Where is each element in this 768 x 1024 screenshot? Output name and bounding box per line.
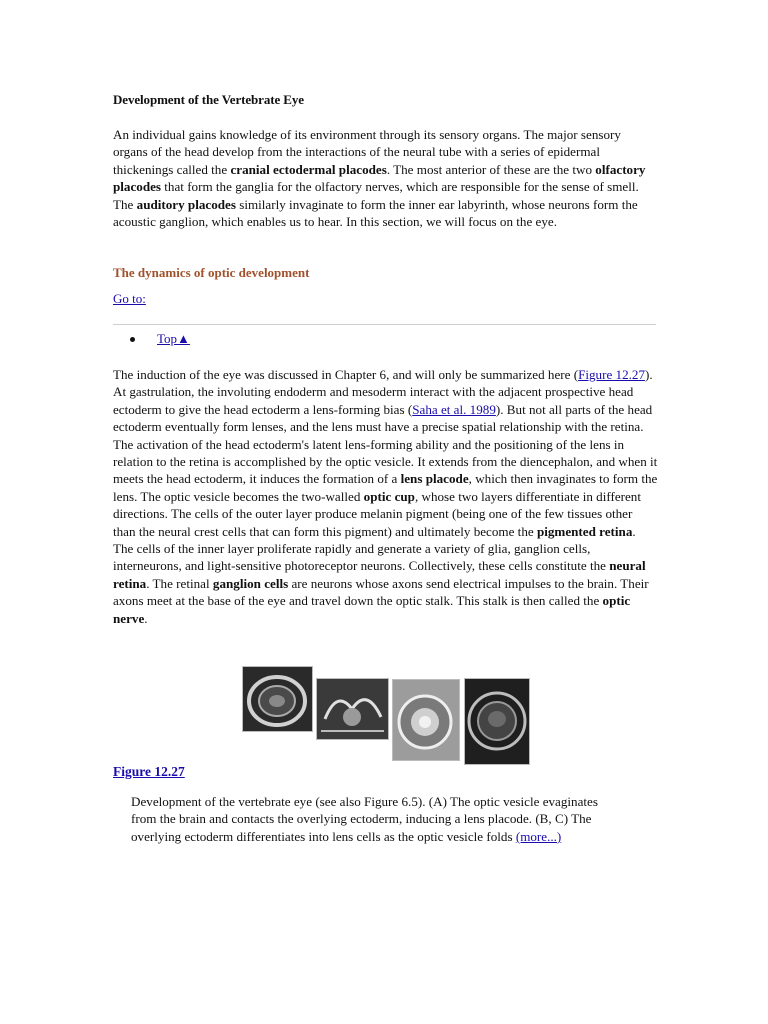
body-text: , whose two layers differentiate in different directions. The cells of the outer layer produce melanin pigment (being one of the few tissues other than the neural crest cells that can form this pigment) and ultimately become the <box>113 488 641 539</box>
term-auditory-placodes: auditory placodes <box>136 196 236 212</box>
term-olfactory-placodes: olfactory placodes <box>113 161 646 195</box>
term-neural-retina: neural retina <box>113 558 646 591</box>
figure-panel-b <box>316 678 389 740</box>
more-link[interactable]: (more...) <box>515 828 562 844</box>
figure-label-link[interactable]: Figure 12.27 <box>113 764 185 779</box>
bullet-icon <box>130 337 135 342</box>
term-ganglion-cells: ganglion cells <box>212 575 289 591</box>
intro-text: An individual gains knowledge of its environment through its sensory organs. The major sensory organs of the head develop from the interactions of the neural tube with a series of epidermal thickenings called the <box>113 127 621 177</box>
intro-text: similarly invaginate to form the inner ear labyrinth, whose neurons form the acoustic ganglion, which enables us to hear. In this section, we will focus on the eye. <box>113 196 638 230</box>
figure-thumbnail[interactable] <box>242 665 528 763</box>
intro-paragraph <box>113 126 658 230</box>
figure-panel-c <box>392 679 460 761</box>
body-text: , which then invaginates to form the lens. The optic vesicle becomes the two-walled <box>113 471 658 504</box>
figure-panel-a <box>242 666 313 732</box>
body-text: ). But not all parts of the head ectoderm eventually form lenses, and the lens must have a precise spatial relationship with the retina. The activation of the head ectoderm's latent lens-forming ability and the positioning of the lens in relation to the retina is accomplished by the optic vesicle. It extends from the diencephalon, and when it meets the head ectoderm, it induces the formation of a <box>113 401 658 487</box>
intro-text: . The most anterior of these are the two <box>386 161 596 177</box>
section-heading: The dynamics of optic development <box>113 265 310 280</box>
divider <box>113 324 656 325</box>
body-text: . The cells of the inner layer proliferate rapidly and generate a variety of glia, ganglion cells, interneurons, and light-sensitive photoreceptor neurons. Collectively, these cells constitute the <box>113 523 636 574</box>
body-text: ). At gastrulation, the involuting endoderm and mesoderm interact with the adjacent prospective head ectoderm to give the head ectoderm a lens-forming bias ( <box>113 367 653 417</box>
term-lens-placode: lens placode <box>400 471 469 487</box>
figure-caption <box>131 793 621 845</box>
page-title: Development of the Vertebrate Eye <box>113 92 304 107</box>
top-link[interactable]: Top▲ <box>157 331 190 346</box>
figure-panel-d <box>464 678 530 765</box>
goto-link[interactable]: Go to: <box>113 291 146 306</box>
nav-list-item <box>130 331 190 347</box>
saha-1989-link[interactable]: Saha et al. 1989 <box>412 401 496 417</box>
term-cranial-placodes: cranial ectodermal placodes <box>230 161 387 177</box>
term-optic-nerve: optic nerve <box>113 593 631 626</box>
term-pigmented-retina: pigmented retina <box>536 523 633 539</box>
body-text: are neurons whose axons send electrical impulses to the brain. Their axons meet at the base of the eye and travel down the optic stalk. This stalk is then called the <box>113 575 649 609</box>
caption-text: Development of the vertebrate eye (see also Figure 6.5). (A) The optic vesicle evaginates from the brain and contacts the overlying ectoderm, inducing a lens placode. (B, C) The overlying ectoderm differentiates into lens cells as the optic vesicle folds <box>131 794 598 844</box>
body-text: The induction of the eye was discussed in Chapter 6, and will only be summarized here ( <box>113 367 579 382</box>
body-text: . <box>144 610 148 626</box>
figure-12-27-link[interactable]: Figure 12.27 <box>578 367 645 382</box>
intro-text: that form the ganglia for the olfactory nerves, which are responsible for the sense of smell. The <box>113 179 639 212</box>
term-optic-cup: optic cup <box>363 488 415 504</box>
body-paragraph <box>113 366 658 627</box>
body-text: . The retinal <box>146 575 213 591</box>
